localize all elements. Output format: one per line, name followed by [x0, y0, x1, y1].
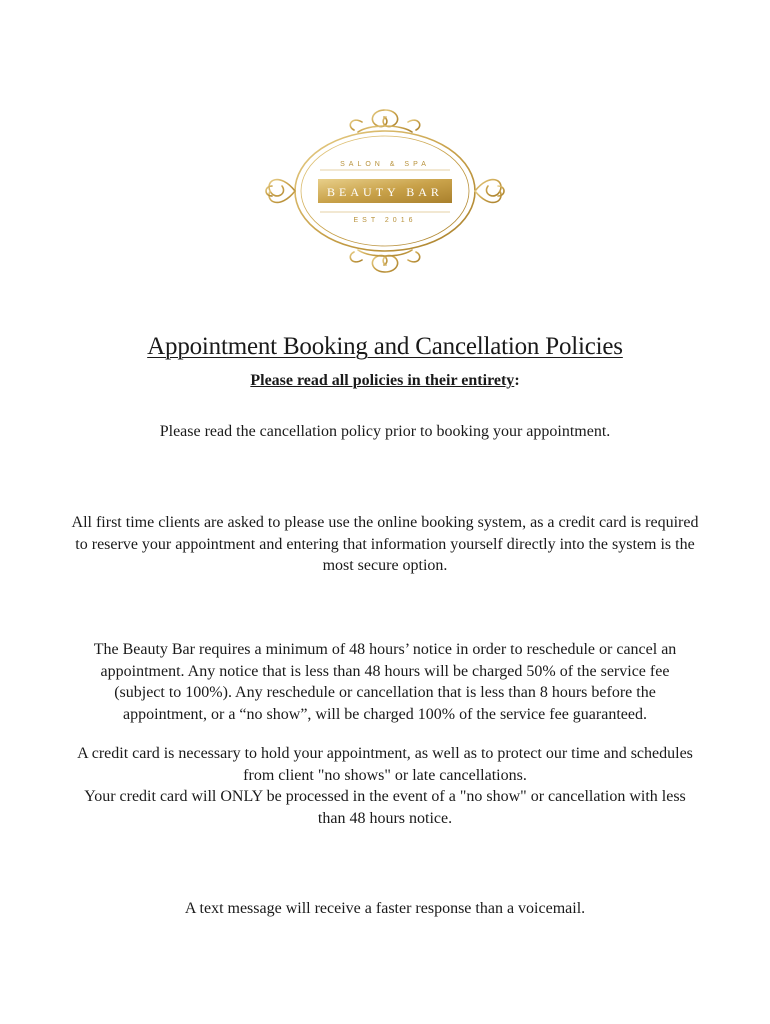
credit-card-processing: Your credit card will ONLY be processed in the event of a "no show" or cancellation with less than 48 hours notice. — [84, 788, 686, 827]
logo-name: BEAUTY BAR — [327, 185, 443, 199]
page-subtitle — [0, 372, 770, 390]
credit-card-reason: A credit card is necessary to hold your appointment, as well as to protect our time and schedules from client "no shows" or late cancellations. — [77, 745, 693, 784]
page-title: Appointment Booking and Cancellation Policies — [147, 333, 623, 360]
logo-bottom-text: EST 2016 — [353, 217, 417, 224]
beauty-bar-logo — [260, 102, 510, 280]
policy-intro: Please read the cancellation policy prior to booking your appointment. — [159, 423, 611, 440]
logo-top-text: SALON & SPA — [340, 161, 430, 168]
contact-note: A text message will receive a faster response than a voicemail. — [184, 900, 586, 917]
policy-credit-card — [70, 743, 700, 829]
policy-first-time-clients: All first time clients are asked to please use the online booking system, as a credit card is required to reserve your appointment and entering that information yourself directly into the system is the most secure option. — [71, 514, 699, 574]
subtitle-underlined: Please read all policies in their entirety — [250, 372, 515, 389]
policy-cancellation-notice: The Beauty Bar requires a minimum of 48 hours’ notice in order to reschedule or cancel an appointment. Any notice that is less than 48 hours will be charged 50% of the service fee (subject to 100%). Any reschedule or cancellation that is less than 8 hours before the appointment, or a “no show”, will be charged 100% of the service fee guaranteed. — [93, 641, 677, 723]
subtitle-suffix: : — [514, 372, 520, 389]
